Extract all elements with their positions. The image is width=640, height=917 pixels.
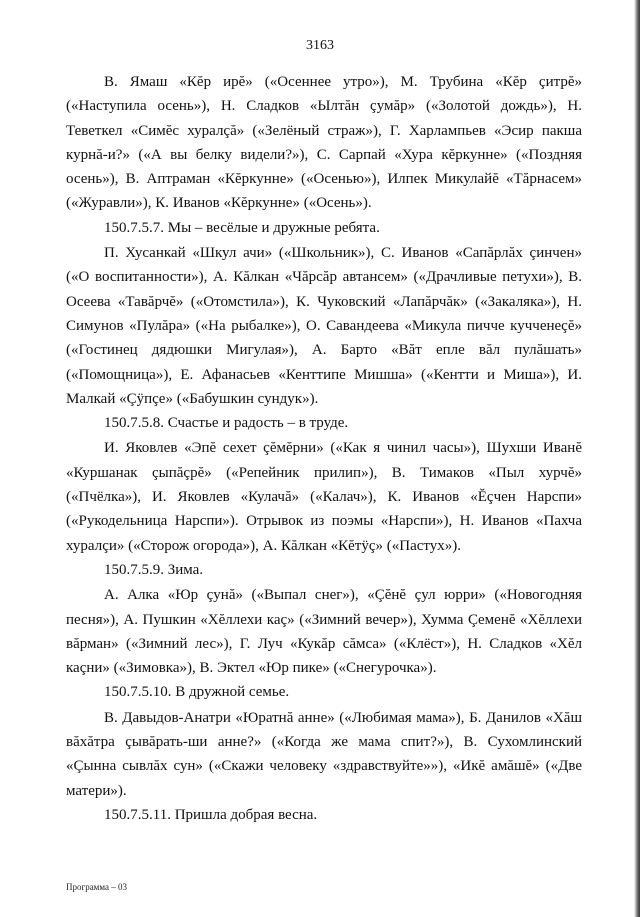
paragraph-friendly-kids: П. Хусанкай «Шкул ачи» («Школьник»), С. Иванов «Сапăрлăх çинчен» («О воспитанности»), А. Кăлкан «Чăрсăр автансем» («Драчливые петухи»), В. Осеева «Тавăрчĕ» («Отомстила»), К. Чуковский «Лапăрчăк» («Закаляка»), Н. Симунов «Пулăра» («На рыбалке»), О. Савандеева «Микула пичче кучченеçĕ» («Гостинец дядюшки Мигулая»), А. Барто «Вăт епле вăл пулăшать» («Помощница»), Е. Афанасьев «Кенттипе Мишша» («Кентти и Миша»), И. Малкай «Çÿпçе» («Бабушкин сундук»). xyxy=(66,245,582,407)
scan-edge-shadow xyxy=(634,0,640,917)
body-text xyxy=(66,70,582,828)
paragraph-labor: И. Яковлев «Эпĕ сехет çĕмĕрни» («Как я чинил часы»), Шухши Иванĕ «Куршанак çыпăçрĕ» («Репейник прилип»), В. Тимаков «Пыл хурчĕ» («Пчёлка»), И. Яковлев «Кулачă» («Калач»), К. Иванов «Ĕçчен Нарспи» («Рукодельница Нарспи»). Отрывок из поэмы «Нарспи»), Н. Иванов «Пахча хуралçи» («Сторож огорода»), А. Кăлкан «Кĕтÿç» («Пастух»). xyxy=(66,440,582,554)
section-heading-7: 150.7.5.7. Мы – весёлые и дружные ребята. xyxy=(104,219,380,236)
section-heading-9: 150.7.5.9. Зима. xyxy=(104,561,204,578)
footer-label: Программа – 03 xyxy=(66,882,128,892)
section-heading-10: 150.7.5.10. В дружной семье. xyxy=(104,684,290,701)
section-heading-8: 150.7.5.8. Счастье и радость – в труде. xyxy=(104,415,349,432)
paragraph-winter: А. Алка «Юр çунă» («Выпал снег»), «Çĕнĕ çул юрри» («Новогодняя песня»), А. Пушкин «Хĕллехи каç» («Зимний вечер»), Хумма Çеменĕ «Хĕллехи вăрман» («Зимний лес»), Г. Луч «Кукăр сăмса» («Клёст»), Н. Сладков «Хĕл каçни» («Зимовка»), В. Эктел «Юр пике» («Снегурочка»). xyxy=(66,587,582,677)
paragraph-family: В. Давыдов-Анатри «Юратнă анне» («Любимая мама»), Б. Данилов «Хăш вăхăтра çывăрать-ши анне?» («Когда же мама спит?»), В. Сухомлинский «Çынна сывлăх сун» («Скажи человеку «здравствуйте»»), «Икĕ амăшĕ» («Две матери»). xyxy=(66,709,582,799)
page-number: 3163 xyxy=(306,38,334,53)
paragraph-autumn-works: В. Ямаш «Кĕр ирĕ» («Осеннее утро»), М. Трубина «Кĕр çитрĕ» («Наступила осень»), Н. Сладков «Ылтăн çумăр» («Золотой дождь»), Н. Теветкел «Симĕс хуралçă» («Зелёный страж»), Г. Харлампьев «Эсир пакша курнă-и?» («А вы белку видели?»), С. Сарпай «Хура кĕркунне» («Поздняя осень»), В. Аптраман «Кĕркунне» («Осенью»), Илпек Микулайĕ «Тăрнасем» («Журавли»), К. Иванов «Кĕркунне» («Осень»). xyxy=(66,74,582,212)
section-heading-11: 150.7.5.11. Пришла добрая весна. xyxy=(104,806,318,823)
